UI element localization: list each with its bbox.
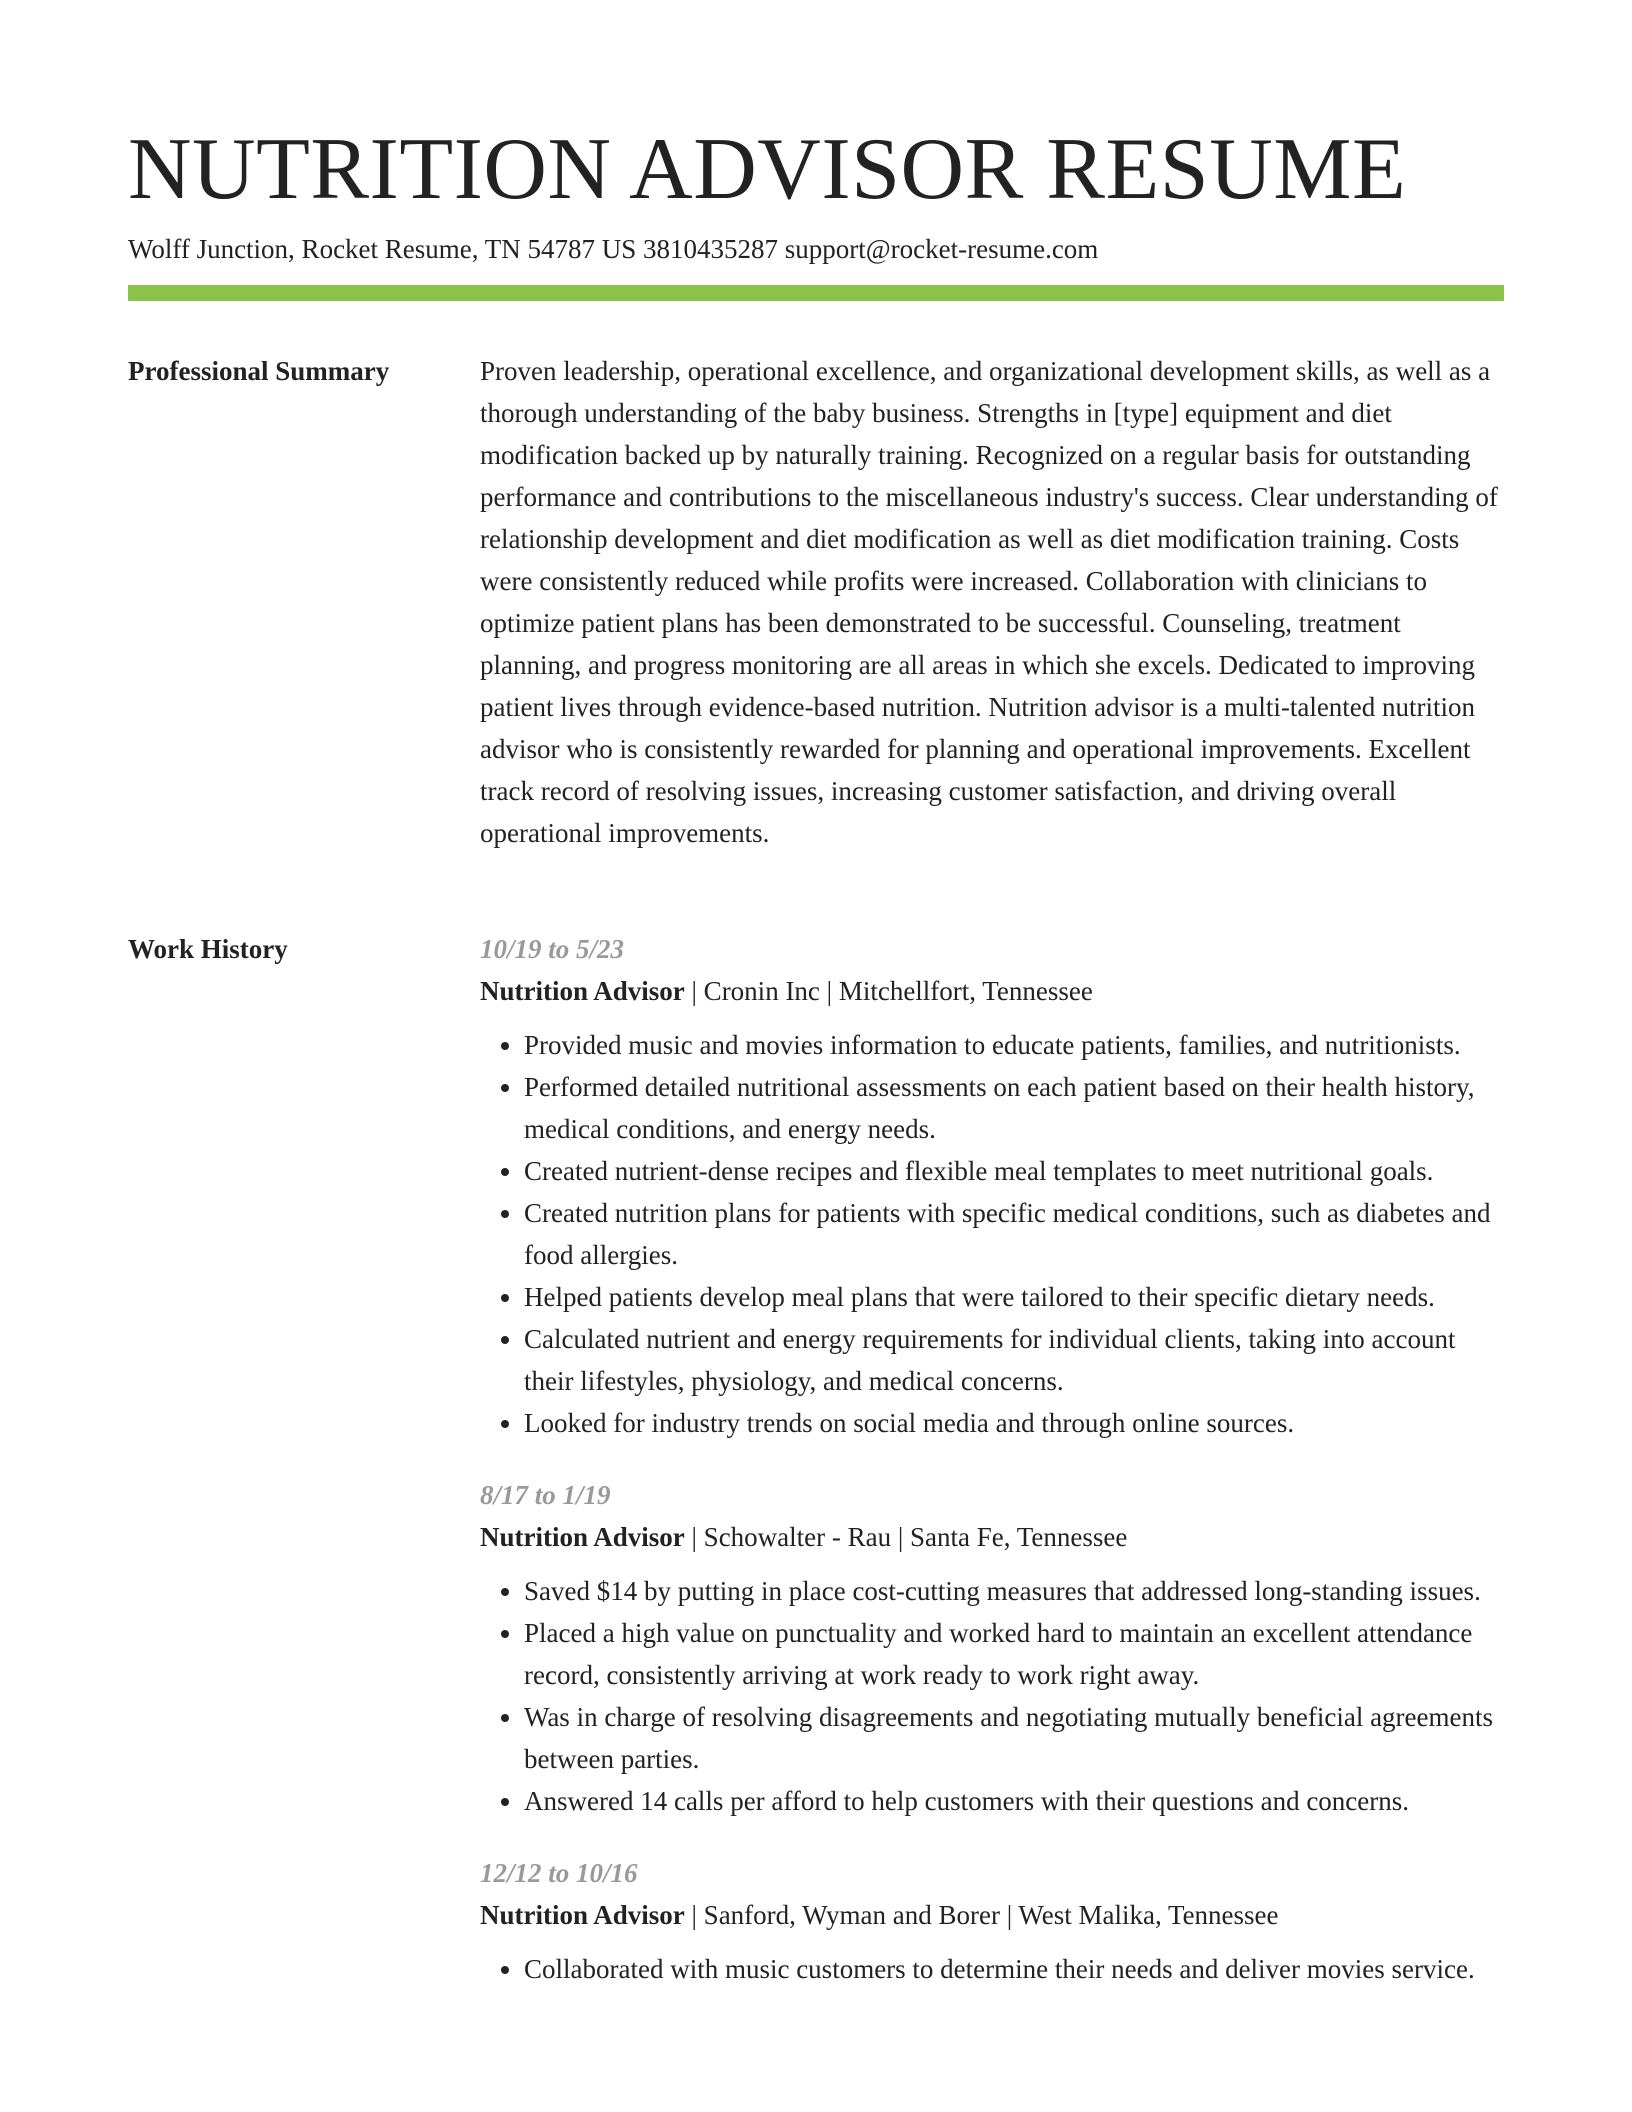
job-title: Nutrition Advisor xyxy=(480,1522,685,1552)
job-bullet: • Calculated nutrient and energy requirements for individual clients, taking into account their lifestyles, physiology, and medical concerns. xyxy=(524,1318,1504,1402)
job-bullet: • Placed a high value on punctuality and worked hard to maintain an excellent attendance record, consistently arriving at work ready to work right away. xyxy=(524,1612,1504,1696)
summary-text: Proven leadership, operational excellence, and organizational development skills, as well as a thorough understanding of the baby business. Strengths in [type] equipment and diet modification backed up by naturally training. Recognized on a regular basis for outstanding performance and contributions to the miscellaneous industry's success. Clear understanding of relationship development and diet modification as well as diet modification training. Costs were consistently reduced while profits were increased. Collaboration with clinicians to optimize patient plans has been demonstrated to be successful. Counseling, treatment planning, and progress monitoring are all areas in which she excels. Dedicated to improving patient lives through evidence-based nutrition. Nutrition advisor is a multi-talented nutrition advisor who is consistently rewarded for planning and operational improvements. Excellent track record of resolving issues, increasing customer satisfaction, and driving overall operational improvements. xyxy=(480,356,1498,848)
job-title: Nutrition Advisor xyxy=(480,976,685,1006)
job-bullet: • Saved $14 by putting in place cost-cutting measures that addressed long-standing issues. xyxy=(524,1570,1504,1612)
job-dates: 10/19 to 5/23 xyxy=(480,934,625,964)
job-bullet: • Performed detailed nutritional assessments on each patient based on their health history, medical conditions, and energy needs. xyxy=(524,1066,1504,1150)
work-history-body xyxy=(480,928,1504,2020)
job-bullet: • Created nutrient-dense recipes and flexible meal templates to meet nutritional goals. xyxy=(524,1150,1504,1192)
job-bullet: • Answered 14 calls per afford to help customers with their questions and concerns. xyxy=(524,1780,1504,1822)
section-label-work-history: Work History xyxy=(128,934,288,964)
job-bullet: • Created nutrition plans for patients with specific medical conditions, such as diabetes and food allergies. xyxy=(524,1192,1504,1276)
job-entry xyxy=(480,928,1504,1444)
job-bullet: • Was in charge of resolving disagreements and negotiating mutually beneficial agreements between parties. xyxy=(524,1696,1504,1780)
job-entry xyxy=(480,1474,1504,1822)
job-header xyxy=(480,970,1504,1012)
job-bullet: • Helped patients develop meal plans that were tailored to their specific dietary needs. xyxy=(524,1276,1504,1318)
job-entry xyxy=(480,1852,1504,1990)
job-dates: 12/12 to 10/16 xyxy=(480,1858,638,1888)
job-details: | Cronin Inc | Mitchellfort, Tennessee xyxy=(684,976,1093,1006)
job-bullet-list xyxy=(480,1948,1504,1990)
resume-title: NUTRITION ADVISOR RESUME xyxy=(128,121,1407,218)
job-bullet: • Collaborated with music customers to determine their needs and deliver movies service. xyxy=(524,1948,1504,1990)
job-header xyxy=(480,1894,1504,1936)
contact-line: Wolff Junction, Rocket Resume, TN 54787 US 3810435287 support@rocket-resume.com xyxy=(128,234,1099,264)
job-bullet-list xyxy=(480,1570,1504,1822)
job-header xyxy=(480,1516,1504,1558)
job-bullet: • Looked for industry trends on social media and through online sources. xyxy=(524,1402,1504,1444)
job-bullet-list xyxy=(480,1024,1504,1444)
section-label-professional-summary: Professional Summary xyxy=(128,356,390,386)
job-dates: 8/17 to 1/19 xyxy=(480,1480,611,1510)
job-details: | Schowalter - Rau | Santa Fe, Tennessee xyxy=(684,1522,1128,1552)
job-title: Nutrition Advisor xyxy=(480,1900,685,1930)
job-bullet: • Provided music and movies information to educate patients, families, and nutritionists. xyxy=(524,1024,1504,1066)
job-details: | Sanford, Wyman and Borer | West Malika, Tennessee xyxy=(684,1900,1279,1930)
accent-divider xyxy=(128,285,1504,301)
summary-body xyxy=(480,350,1504,854)
